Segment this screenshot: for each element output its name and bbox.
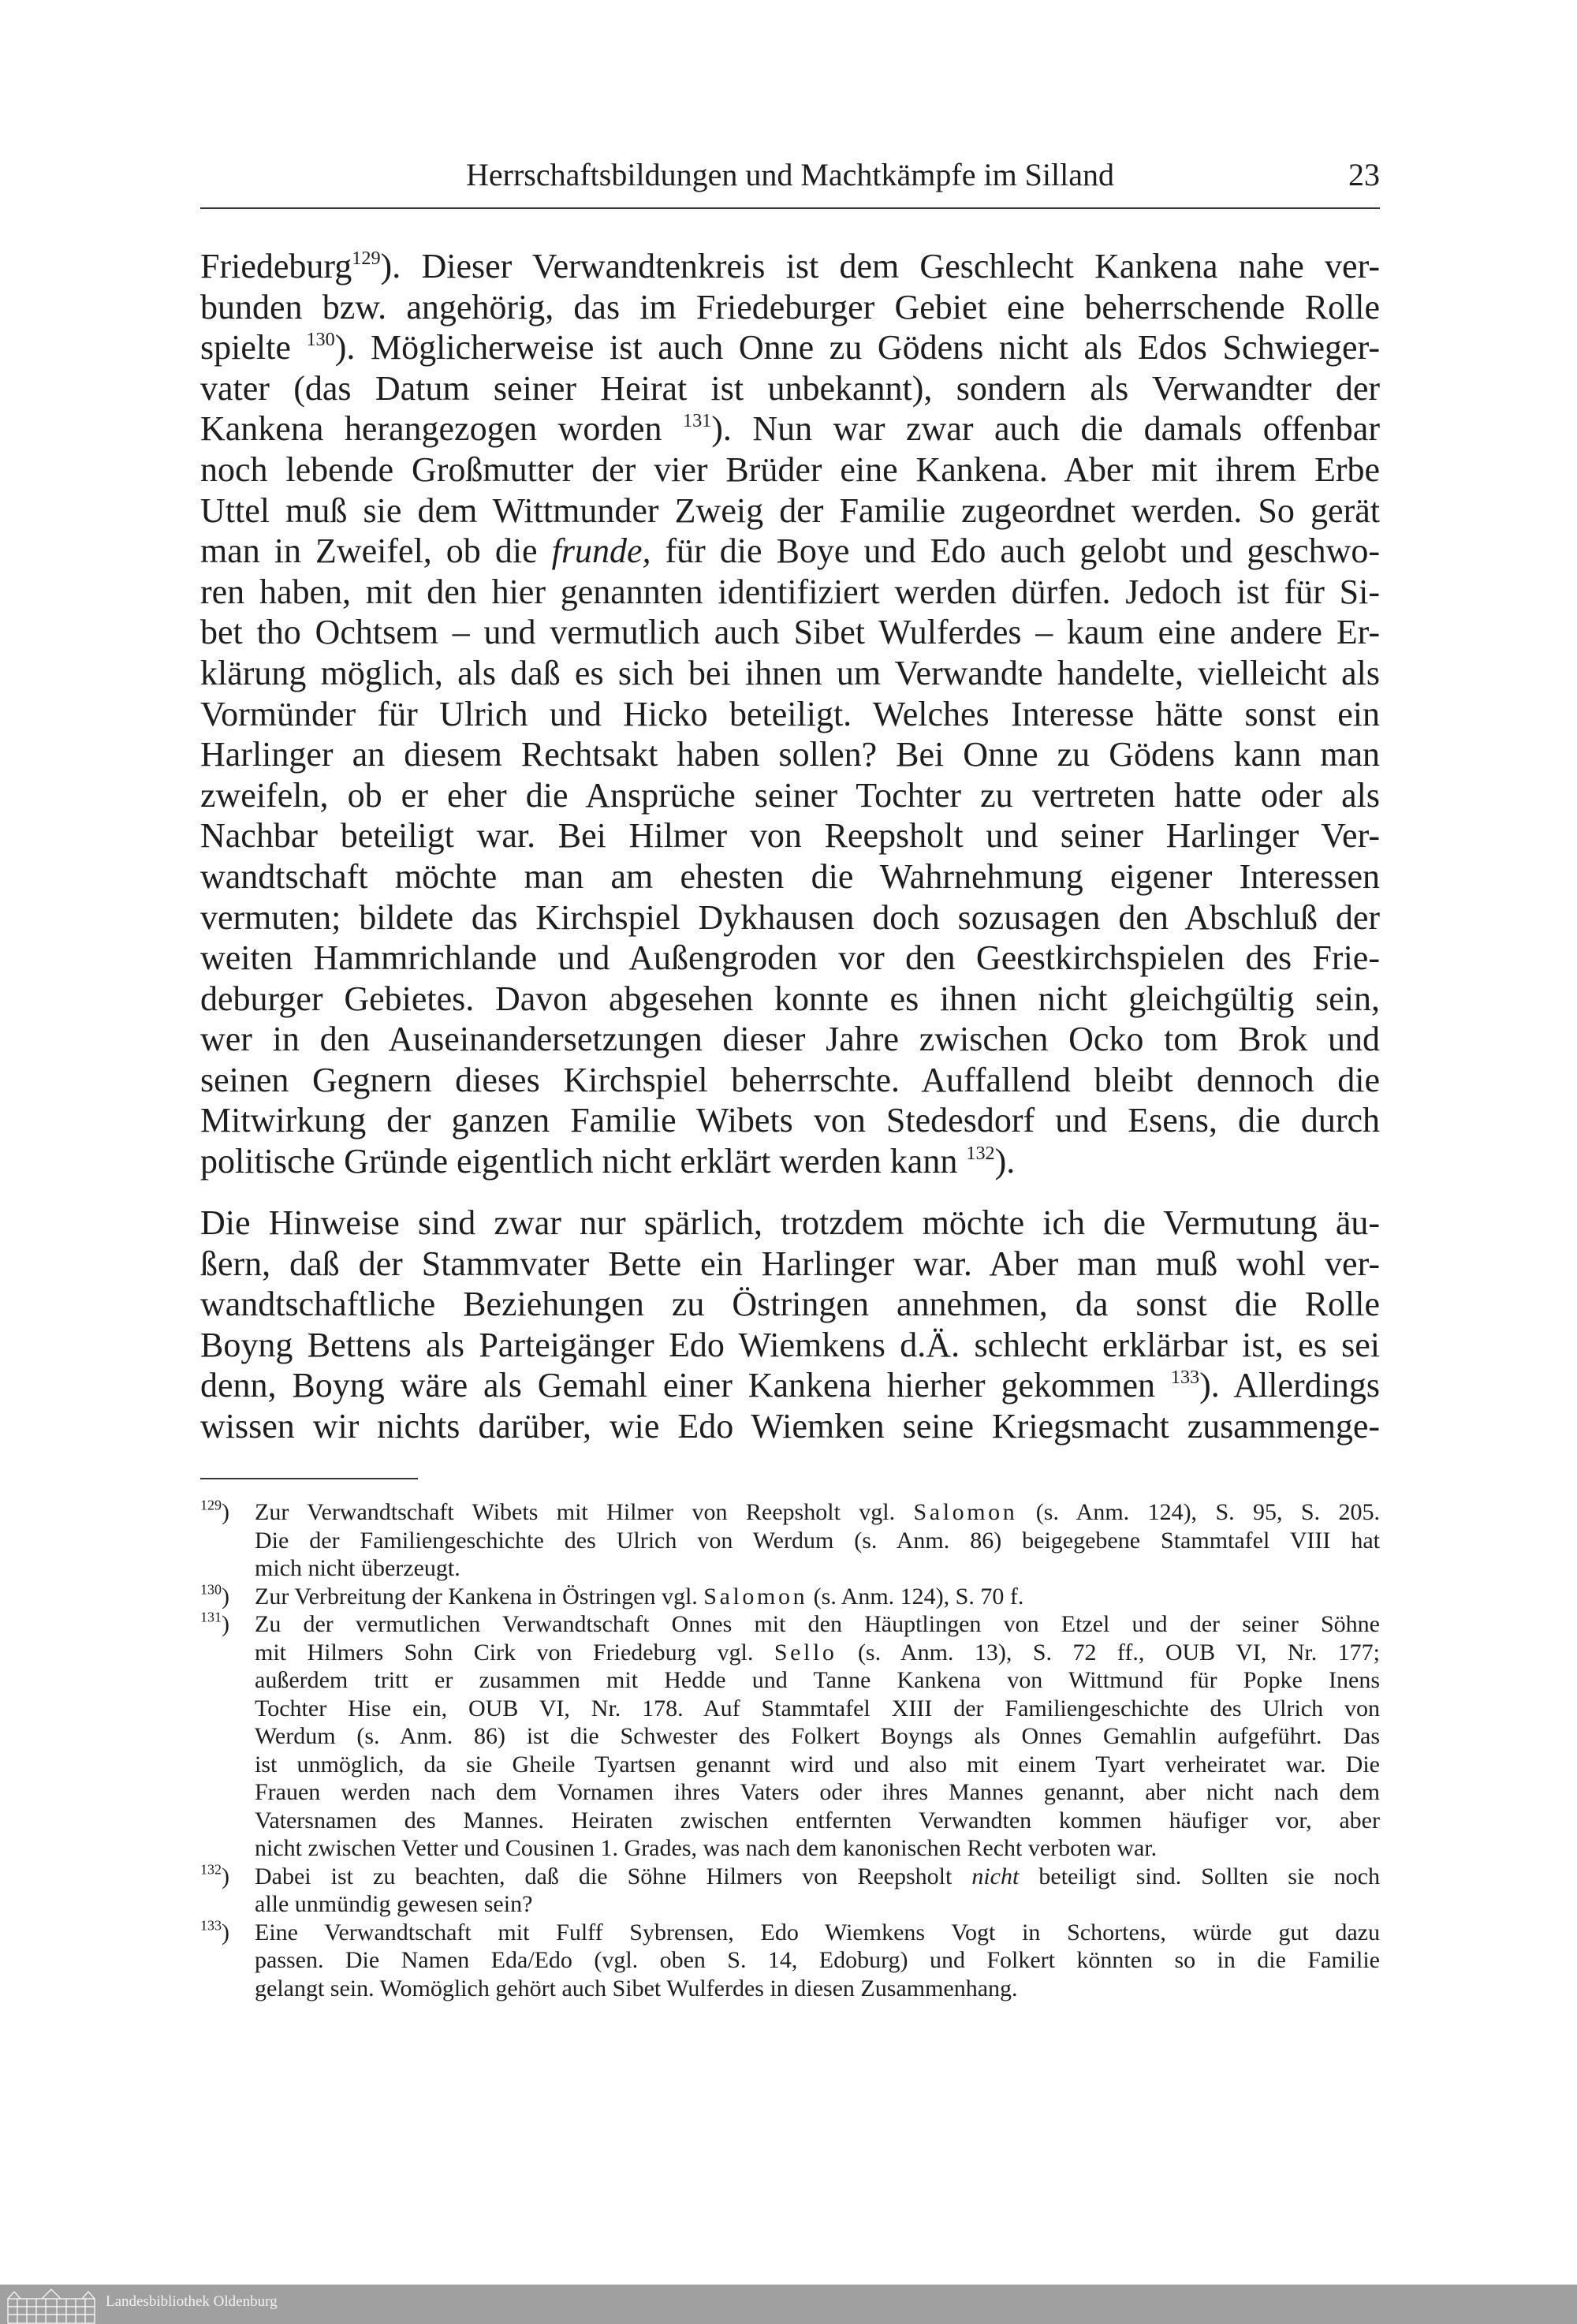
page-number: 23 [1348, 157, 1380, 192]
text-run: ). Nun war zwar auch die damals offenbar [711, 409, 1380, 449]
text-line [200, 572, 1380, 613]
text-line [255, 1498, 1380, 1527]
text-run: alle unmündig gewesen sein? [255, 1891, 533, 1917]
text-run: vermuten; bildete das Kirchspiel Dykhausen doch sozusagen den Abschluß der [200, 897, 1380, 937]
text-line [255, 1863, 1380, 1891]
text-line [200, 653, 1380, 694]
text-line [200, 979, 1380, 1020]
text-line [200, 694, 1380, 735]
italic-text: nicht [971, 1863, 1020, 1889]
text-line [200, 1406, 1380, 1447]
text-run: Harlinger an diesem Rechtsakt haben sollen? Bei Onne zu Gödens kann man [200, 735, 1380, 774]
text-line [200, 408, 1380, 450]
author-name: Salomon [703, 1583, 808, 1610]
library-building-logo-icon [6, 2288, 97, 2324]
text-line [200, 1100, 1380, 1141]
text-run: Tochter Hise ein, OUB VI, Nr. 178. Auf Stammtafel XIII der Familiengeschichte des Ulrich von [255, 1695, 1380, 1722]
text-run: zweifeln, ob er eher die Ansprüche seiner Tochter zu vertreten hatte oder als [200, 775, 1380, 815]
footnotes [200, 1498, 1380, 2002]
footnote-number: $^{129}$) [200, 1497, 229, 1525]
library-footer-bar [0, 2285, 1577, 2324]
footnote-reference: 133 [1170, 1367, 1200, 1389]
text-run: wandtschaft möchte man am ehesten die Wahrnehmung eigener Interessen [200, 856, 1380, 896]
text-run: ren haben, mit den hier genannten identifiziert werden dürfen. Jedoch ist für Si- [200, 572, 1380, 611]
text-run: Zur Verwandtschaft Wibets mit Hilmer von Reepsholt vgl. [255, 1499, 914, 1525]
text-run: Frauen werden nach dem Vornamen ihres Vaters oder ihres Mannes genannt, aber nicht nach dem [255, 1779, 1380, 1805]
text-run: denn, Boyng wäre als Gemahl einer Kankena hierher gekommen [200, 1366, 1171, 1405]
italic-text: frunde, [551, 532, 651, 571]
text-line [200, 775, 1380, 816]
text-run: mit Hilmers Sohn Cirk von Friedeburg vgl. [255, 1639, 774, 1666]
text-run: Dabei ist zu beachten, daß die Söhne Hilmers von Reepsholt [255, 1863, 972, 1889]
text-run: bet tho Ochtsem – und vermutlich auch Sibet Wulferdes – kaum eine andere Er- [200, 613, 1380, 652]
footnote [200, 1860, 1380, 1919]
text-line [255, 1527, 1380, 1555]
text-line [200, 1060, 1380, 1101]
text-line [255, 1890, 1380, 1919]
text-run: (s. Anm. 124), S. 95, S. 205. [1017, 1499, 1380, 1525]
text-run: ). Dieser Verwandtenkreis ist dem Geschlecht Kankena nahe ver- [380, 247, 1380, 285]
text-line [200, 1325, 1380, 1366]
text-run: wissen wir nichts darüber, wie Edo Wiemken seine Kriegsmacht zusammenge- [200, 1406, 1380, 1446]
text-run: noch lebende Großmutter der vier Brüder eine Kankena. Aber mit ihrem Erbe [200, 450, 1380, 489]
footnote-number: $^{130}$) [200, 1580, 229, 1610]
footnote-reference: 130 [306, 329, 335, 351]
running-header [200, 156, 1380, 200]
text-run: Mitwirkung der ganzen Familie Wibets von Stedesdorf und Esens, die durch [200, 1101, 1380, 1140]
text-line [200, 1019, 1380, 1060]
text-run: Friedeburg [200, 247, 352, 285]
footnote-rule [200, 1478, 418, 1479]
text-line [200, 1284, 1380, 1325]
text-run: Uttel muß sie dem Wittmunder Zweig der Familie zugeordnet werden. So gerät [200, 491, 1380, 530]
text-run: politische Gründe eigentlich nicht erklärt werden kann [200, 1142, 967, 1181]
text-run: Werdum (s. Anm. 86) ist die Schwester des Folkert Boyngs als Onnes Gemahlin aufgeführt. Das [255, 1723, 1380, 1749]
text-line [200, 450, 1380, 491]
footnote [200, 1610, 1380, 1863]
text-run: gelangt sein. Womöglich gehört auch Sibet Wulferdes in diesen Zusammenhang. [255, 1975, 1018, 2001]
text-run: wer in den Auseinandersetzungen dieser Jahre zwischen Ocko tom Brok und [200, 1020, 1380, 1059]
text-line [255, 1975, 1380, 2003]
text-line [255, 1919, 1380, 1947]
text-run: spielte [200, 328, 307, 367]
footnote-reference: 131 [682, 410, 712, 432]
footnote-number: $^{131}$) [200, 1609, 229, 1637]
text-run: passen. Die Namen Eda/Edo (vgl. oben S. 14, Edoburg) und Folkert könnten so in die Familie [255, 1947, 1380, 1973]
body-paragraph-2 [200, 1203, 1380, 1447]
text-run: Vormünder für Ulrich und Hicko beteiligt. Welches Interesse hätte sonst ein [200, 694, 1380, 733]
text-line [200, 287, 1380, 328]
footnote [200, 1498, 1380, 1583]
footnote [200, 1580, 1380, 1611]
library-name: Landesbibliothek Oldenburg [106, 2293, 278, 2310]
footnote-number: $^{132}$) [200, 1860, 229, 1889]
text-line [200, 938, 1380, 979]
text-line [200, 1244, 1380, 1285]
text-line [200, 815, 1380, 856]
text-run: wandtschaftliche Beziehungen zu Östringen annehmen, da sonst die Rolle [200, 1285, 1380, 1324]
text-line [200, 897, 1380, 938]
text-run: Vatersnamen des Mannes. Heiraten zwischen entfernten Verwandten kommen häufiger vor, aber [255, 1807, 1380, 1833]
text-line [200, 327, 1380, 368]
text-run: ). [994, 1142, 1016, 1181]
body-paragraph-1 [200, 246, 1380, 1182]
author-name: Sello [774, 1639, 837, 1666]
footnote-reference: 129 [352, 248, 381, 270]
text-run: Die Hinweise sind zwar nur spärlich, trotzdem möchte ich die Vermutung äu- [200, 1203, 1380, 1242]
header-rule [200, 207, 1380, 209]
text-run: Zu der vermutlichen Verwandtschaft Onnes mit den Häuptlingen von Etzel und der seiner Söhne [255, 1611, 1380, 1637]
text-line [200, 491, 1380, 532]
text-line [255, 1583, 1380, 1611]
text-run: Zur Verbreitung der Kankena in Östringen vgl. [255, 1583, 704, 1610]
text-line [255, 1946, 1380, 1975]
text-run: Kankena herangezogen worden [200, 409, 683, 449]
author-name: Salomon [913, 1499, 1018, 1525]
text-line [255, 1695, 1380, 1723]
text-run: Eine Verwandtschaft mit Fulff Sybrensen, Edo Wiemkens Vogt in Schortens, würde gut dazu [255, 1919, 1380, 1945]
text-run: ). Möglicherweise ist auch Onne zu Gödens nicht als Edos Schwieger- [334, 328, 1380, 367]
text-line [200, 1203, 1380, 1244]
text-line [255, 1778, 1380, 1807]
text-run: man in Zweifel, ob die [200, 532, 552, 571]
text-run: außerdem tritt er zusammen mit Hedde und Tanne Kankena von Wittmund für Popke Inens [255, 1667, 1380, 1693]
text-run: klärung möglich, als daß es sich bei ihnen um Verwandte handelte, vielleicht als [200, 653, 1380, 692]
text-line [255, 1807, 1380, 1835]
text-line [255, 1834, 1380, 1863]
footnote-number-text: 131 [200, 1609, 222, 1625]
text-run: ). Allerdings [1199, 1366, 1381, 1405]
text-run: seinen Gegnern dieses Kirchspiel beherrschte. Auffallend bleibt dennoch die [200, 1060, 1380, 1099]
text-run: nicht zwischen Vetter und Cousinen 1. Grades, was nach dem kanonischen Recht verboten war. [255, 1835, 1158, 1861]
text-run: Nachbar beteiligt war. Bei Hilmer von Reepsholt und seiner Harlinger Ver- [200, 816, 1380, 856]
text-run: ßern, daß der Stammvater Bette ein Harlinger war. Aber man muß wohl ver- [200, 1244, 1380, 1283]
text-run: für die Boye und Edo auch gelobt und geschwo- [651, 532, 1381, 571]
text-run: beteiligt sind. Sollten sie noch [1019, 1863, 1380, 1889]
text-line [255, 1722, 1380, 1751]
text-run: ist unmöglich, da sie Gheile Tyartsen genannt wird und also mit einem Tyart verheiratet war. Die [255, 1751, 1380, 1778]
footnote-reference: 132 [966, 1143, 995, 1165]
text-run: bunden bzw. angehörig, das im Friedeburger Gebiet eine beherrschende Rolle [200, 287, 1380, 326]
footnote-number-text: 132 [200, 1860, 222, 1877]
text-line [200, 734, 1380, 775]
text-line [200, 612, 1380, 653]
text-line [255, 1751, 1380, 1779]
text-line [200, 246, 1380, 287]
text-line [200, 368, 1380, 409]
text-run: Die der Familiengeschichte des Ulrich von Werdum (s. Anm. 86) beigegebene Stammtafel VIII hat [255, 1527, 1380, 1554]
text-run: Boyng Bettens als Parteigänger Edo Wiemkens d.Ä. schlecht erklärbar ist, es sei [200, 1325, 1380, 1364]
text-run: (s. Anm. 124), S. 70 f. [807, 1583, 1024, 1610]
text-line [200, 531, 1380, 572]
text-run: (s. Anm. 13), S. 72 ff., OUB VI, Nr. 177; [837, 1639, 1380, 1666]
text-line [255, 1666, 1380, 1695]
text-run: mich nicht überzeugt. [255, 1555, 460, 1581]
text-line [200, 1365, 1380, 1406]
text-line [255, 1554, 1380, 1583]
text-line [200, 1141, 1380, 1182]
footnote-number-text: 130 [200, 1580, 222, 1597]
text-line [255, 1639, 1380, 1667]
text-run: vater (das Datum seiner Heirat ist unbekannt), sondern als Verwandter der [200, 368, 1380, 408]
running-title: Herrschaftsbildungen und Machtkämpfe im Silland [465, 157, 1115, 192]
text-run: deburger Gebietes. Davon abgesehen konnte es ihnen nicht gleichgültig sein, [200, 979, 1380, 1018]
footnote [200, 1916, 1380, 2003]
text-line [200, 856, 1380, 897]
footnote-number: $^{133}$) [200, 1916, 229, 1945]
text-run: weiten Hammrichlande und Außengroden vor den Geestkirchspielen des Frie- [200, 938, 1380, 978]
footnote-number-text: 133 [200, 1916, 222, 1933]
text-line [255, 1610, 1380, 1639]
footnote-number-text: 129 [200, 1497, 222, 1513]
